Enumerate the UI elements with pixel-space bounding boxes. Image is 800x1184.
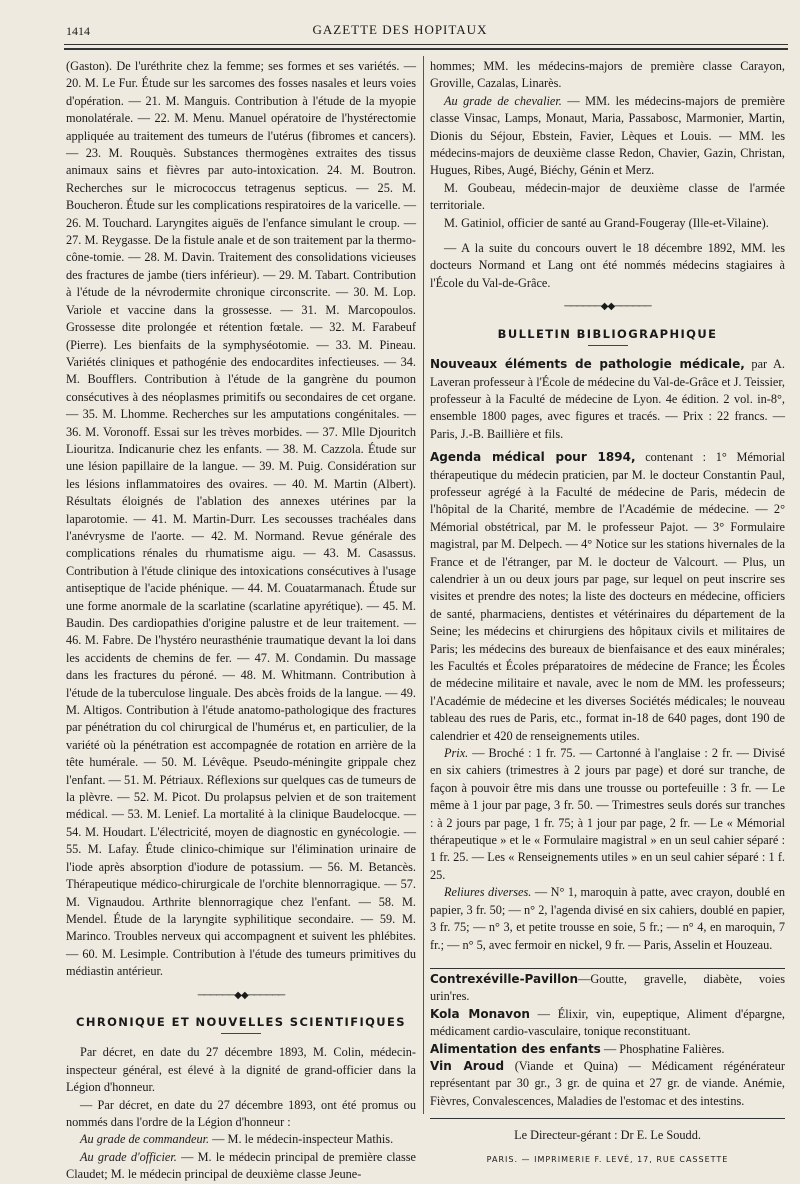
printer-line: PARIS. — IMPRIMERIE F. LEVÉ, 17, RUE CASSETTE: [486, 1154, 729, 1164]
ornament-divider-2: ──────◆◆──────: [564, 301, 651, 313]
chevalier-text: — MM. les médecins-majors de première classe Vinsac, Lamps, Monaut, Maria, Passabosc, Marmonier, Martin, Dionis du Séjour, Ebstein, Favier, Lèques et Louis. — MM. les médecins-majors de deuxième classe Redon, Chavier, Gazin, Christan, Hugues, Ribes, Augé, Biéchy, Génin et Merz.: [430, 93, 785, 178]
left-column: [66, 58, 416, 1184]
chronique-heading: CHRONIQUE ET NOUVELLES SCIENTIFIQUES: [76, 1014, 406, 1029]
goubeau-paragraph: M. Goubeau, médecin-major de deuxième classe de l'armée territoriale.: [430, 180, 785, 213]
prix-text: — Broché : 1 fr. 75. — Cartonné à l'anglaise : 2 fr. — Divisé en six cahiers (trimestres à 2 jours par page) et doré sur tranche, de façon à pouvoir être mis dans une trousse ou portefeuille : 3 fr. — Le même à 1 jour par page, 3 fr. 50. — Trimestres seuls dorés sur tranches : à 2 jours par page, 1 fr. 75; à 1 jour par page, 2 fr. — Le « Mémorial thérapeutique » et le « Formulaire magistral » en un seul cahier séparé : 1 fr. 25. — Les « Renseignements utiles » en un seul cahier séparé : 1 f. 25.: [430, 746, 785, 882]
ad-brand: Kola Monavon: [430, 1006, 530, 1021]
book-2-title: Agenda médical pour 1894,: [430, 450, 636, 465]
header-rule-thick: [64, 48, 788, 50]
reliures-paragraph: [430, 884, 785, 954]
book-entry-1: [430, 356, 785, 443]
thesis-list: (Gaston). De l'uréthrite chez la femme; ses formes et ses variétés. — 20. M. Le Fur. Étude sur les sarcomes des fosses nasales et leurs voies d'opération. — 21. M. Manguis. Contribution à l'étude de la myopie monolatérale. — 22. M. Menu. Manuel opératoire de l'hystérectomie appliquée au traitement des tumeurs de l'utérus (fibromes et cancers). — 23. M. Rouquès. Substances thermogènes extraites des tissus animaux sains et fièvres par auto-intoxication. 24. M. Boutron. Recherches sur le micrococcus tetragenus septicus. — 25. M. Boucheron. Étude sur les complications respiratoires de la varicelle. — 26. M. Touchard. Laryngites aiguës de l'enfance simulant le croup. — 27. M. Reygasse. De la fistule anale et de son traitement par la thermo-cône-tomie. — 28. M. Davin. Traitement des consolidations vicieuses des fractures de jambe (tiers inférieur). — 29. M. Tabart. Contribution à l'étude de la névrodermite chronique circonscrite. — 30. M. Lop. Variole et vaccine dans la grossesse. — 31. M. Marcopoulos. Grossesse dite prolongée et rétention fœtale. — 32. M. Farabeuf (Pierre). Les bienfaits de la symphyséotomie. — 33. M. Pineau. Variétés cliniques et pathogénie des endocardites infectieuses. — 34. M. Boufflers. Contribution à l'étude de la gangrène du poumon consécutives à des néoplasmes primitifs ou secondaires de cet organe. — 35. M. Lhomme. Recherches sur les amputations congénitales. — 36. M. Voronoff. Essai sur les trèves morbides. — 37. Mlle Djouritch Liouritza. Indicanurie chez les enfants. — 38. M. Cazzola. Étude sur une lésion papillaire de la langue. — 39. M. Puig. Considération sur les lésions inflammatoires des ovaires. — 40. M. Martin (Albert). Résultats éloignés de l'ablation des annexes utérines par la laparotomie. — 41. M. Martin-Durr. Les secousses trachéales dans l'anévrysme de l'aorte. — 42. M. Normand. Revue générale des complications rénales du rhumatisme aigu. — 43. M. Casassus. Contribution à l'étude clinique des intoxications consécutives à l'usage antiseptique de l'acide phénique. — 44. M. Couatarmanach. Étude sur une forme anormale de la scarlatine (scarlatine apyrétique). — 45. M. Baudin. Des cardiopathies d'origine palustre et de leur traitement. — 46. M. Fabre. De l'hystéro neurasthénie traumatique devant la loi dans les accidents de chemins de fer. — 47. M. Condamin. Du massage dans les fractures du péroné. — 48. M. Whitmann. Contribution à l'étude de la tuberculose linguale. Des abcès froids de la langue. — 49. M. Altigos. Contribution à l'étude anatomo-pathologique des fractures par pénétration du col chirurgical de l'humérus et, en particulier, de la variété où la pénétration est accompagnée de rotation en arrière de la tête humérale. — 50. M. Lévêque. Pseudo-méningite grippale chez l'enfant. — 51. M. Pétriaux. Réflexions sur quelques cas de tumeurs de la plèvre. — 52. M. Picot. Du prolapsus pelvien et de son traitement médical. — 53. M. Lenief. La mortalité à la clinique Baudelocque. — 54. M. Houdart. L'électricité, moyen de diagnostic en gynécologie. — 55. M. Lafay. Étude clinico-chimique sur l'élimination urinaire de l'iode après absorption d'iodure de potassium. — 56. M. Betancès. Thérapeutique médico-chirurgicale de l'orchite blennorragique. — 57. M. Vignaudou. Arthrite blennorragique chez l'enfant. — 58. M. Mendel. Étude de la laryngite syphilitique secondaire. — 59. M. Marinco. Troubles nerveux qui accompagnent et suivent les phlébites. — 60. M. Lesimple. Contribution à l'étude des tumeurs primitives du médiastin antérieur.: [66, 59, 417, 979]
bulletin-rule: [588, 345, 628, 346]
ad-text: — Phosphatine Falières.: [600, 1041, 725, 1056]
chevalier-paragraph: [430, 93, 785, 180]
continued-text: hommes; MM. les médecins-majors de première classe Carayon, Groville, Cazalas, Linarès.: [430, 59, 785, 91]
ornament-divider: ──────◆◆──────: [197, 989, 285, 1001]
section-rule: [221, 1033, 261, 1034]
gatiniol-paragraph: M. Gatiniol, officier de santé au Grand-Fougeray (Ille-et-Vilaine).: [444, 215, 769, 230]
commandeur-paragraph: [66, 1131, 416, 1148]
ad-brand: Vin Aroud: [430, 1058, 505, 1073]
ad-text: —Goutte, gravelle, diabète, voies urin'res.: [430, 971, 785, 1004]
commandeur-text: — M. le médecin-inspecteur Mathis.: [209, 1132, 394, 1147]
prix-paragraph: [430, 745, 785, 884]
ad-item: [430, 971, 785, 1006]
book-entry-2: [430, 449, 785, 745]
page-title: GAZETTE DES HOPITAUX: [312, 22, 488, 37]
ad-item: [430, 1006, 785, 1041]
officier-label: Au grade d'officier.: [80, 1149, 177, 1164]
column-divider: [423, 56, 424, 1114]
chronique-paragraph-2: — Par décret, en date du 27 décembre 1893, ont été promus ou nommés dans l'ordre de la Légion d'honneur :: [66, 1097, 416, 1129]
ad-brand: Alimentation des enfants: [430, 1041, 601, 1056]
ad-text: (Viande et Quina) — Médicament régénérateur représentant par 30 gr., 3 gr. de quina et 27 gr. de viande. Anémie, Fièvres, Convalescences, Maladies de l'estomac et des intestins.: [430, 1058, 785, 1108]
director-signature: Le Directeur-gérant : Dr E. Le Soudd.: [514, 1128, 701, 1143]
concours-paragraph: — A la suite du concours ouvert le 18 décembre 1892, MM. les docteurs Normand et Lang ont été nommés médecins stagiaires à l'École du Val-de-Grâce.: [430, 241, 785, 290]
commandeur-label: Au grade de commandeur.: [80, 1132, 210, 1147]
officier-paragraph: [66, 1149, 416, 1184]
ad-item: [430, 1041, 785, 1058]
officier-text: — M. le médecin principal de première classe Claudet; M. le médecin principal de deuxième classe Jeune-: [66, 1149, 416, 1182]
ad-brand: Contrexéville-Pavillon: [430, 971, 579, 986]
book-1-text: par A. Laveran professeur à l'École de médecine du Val-de-Grâce et J. Teissier, professeur à la Faculté de médecine de Lyon. 4e édition. 2 vol. in-8°, ensemble 1800 pages, avec figures et tracés. — Prix : 22 francs. — Paris, J.-B. Baillière et fils.: [430, 357, 785, 441]
signature-rule: [430, 1118, 785, 1119]
header-rule: [64, 44, 788, 45]
page-number: 1414: [66, 24, 90, 38]
ad-text: — Élixir, vin, eupeptique, Aliment d'épargne, médicament cardio-vasculaire, tonique reconstituant.: [430, 1006, 785, 1039]
ads-list: [430, 971, 785, 1110]
right-column: [430, 58, 785, 1168]
chevalier-label: Au grade de chevalier.: [444, 93, 562, 108]
prix-label: Prix.: [444, 746, 469, 761]
chronique-paragraph-1: Par décret, en date du 27 décembre 1893, M. Colin, médecin-inspecteur général, est élevé à la dignité de grand-officier dans la Légion d'honneur.: [66, 1045, 416, 1095]
bulletin-heading: BULLETIN BIBLIOGRAPHIQUE: [497, 326, 718, 341]
ad-item: [430, 1058, 785, 1110]
reliures-label: Reliures diverses.: [444, 885, 532, 900]
book-2-text: contenant : 1° Mémorial thérapeutique du médecin praticien, par M. le docteur Constantin Paul, professeur agrégé à la Faculté de médecine de Paris, médecin de l'hôpital de la Charité, membre de l'Académie de médecine. — 2° Mémorial obstétrical, par M. le professeur Pajot. — 3° Formulaire magistral, par M. Delpech. — 4° Notice sur les stations hivernales de la France et de l'étranger, par M. le docteur de Valcourt. — Plus, un calendrier à un ou deux jours par page, sur lequel on peut inscrire ses visites et prendre des notes; la liste des docteurs en médecine, officiers de santé, pharmaciens, dentistes et vétérinaires du département de la Seine; les médecins et chirurgiens des hôpitaux civils et militaires de Paris; les médecins des bureaux de bienfaisance et des eaux minérales; les Facultés et Écoles préparatoires de médecine de France; les Écoles de médecine militaire et navale, avec le nom de MM. les professeurs; l'Académie de médecine et les diverses Sociétés médicales; le nouveau tableau des rues de Paris, etc., format in-18 de 640 pages, dont 190 de calendrier et 420 de renseignements utiles.: [430, 450, 785, 743]
reliures-text: — N° 1, maroquin à patte, avec crayon, doublé en papier, 3 fr. 50; — n° 2, l'agenda divisé en six cahiers, doublé en papier, 3 fr. 75; — n° 3, et petite trousse en soie, 5 fr.; — n° 4, en maroquin, 7 fr.; — n° 5, avec fermoir en nickel, 9 fr. — Paris, Asselin et Houzeau.: [430, 885, 785, 952]
book-1-title: Nouveaux éléments de pathologie médicale,: [430, 357, 745, 372]
ads-rule: [430, 968, 785, 969]
